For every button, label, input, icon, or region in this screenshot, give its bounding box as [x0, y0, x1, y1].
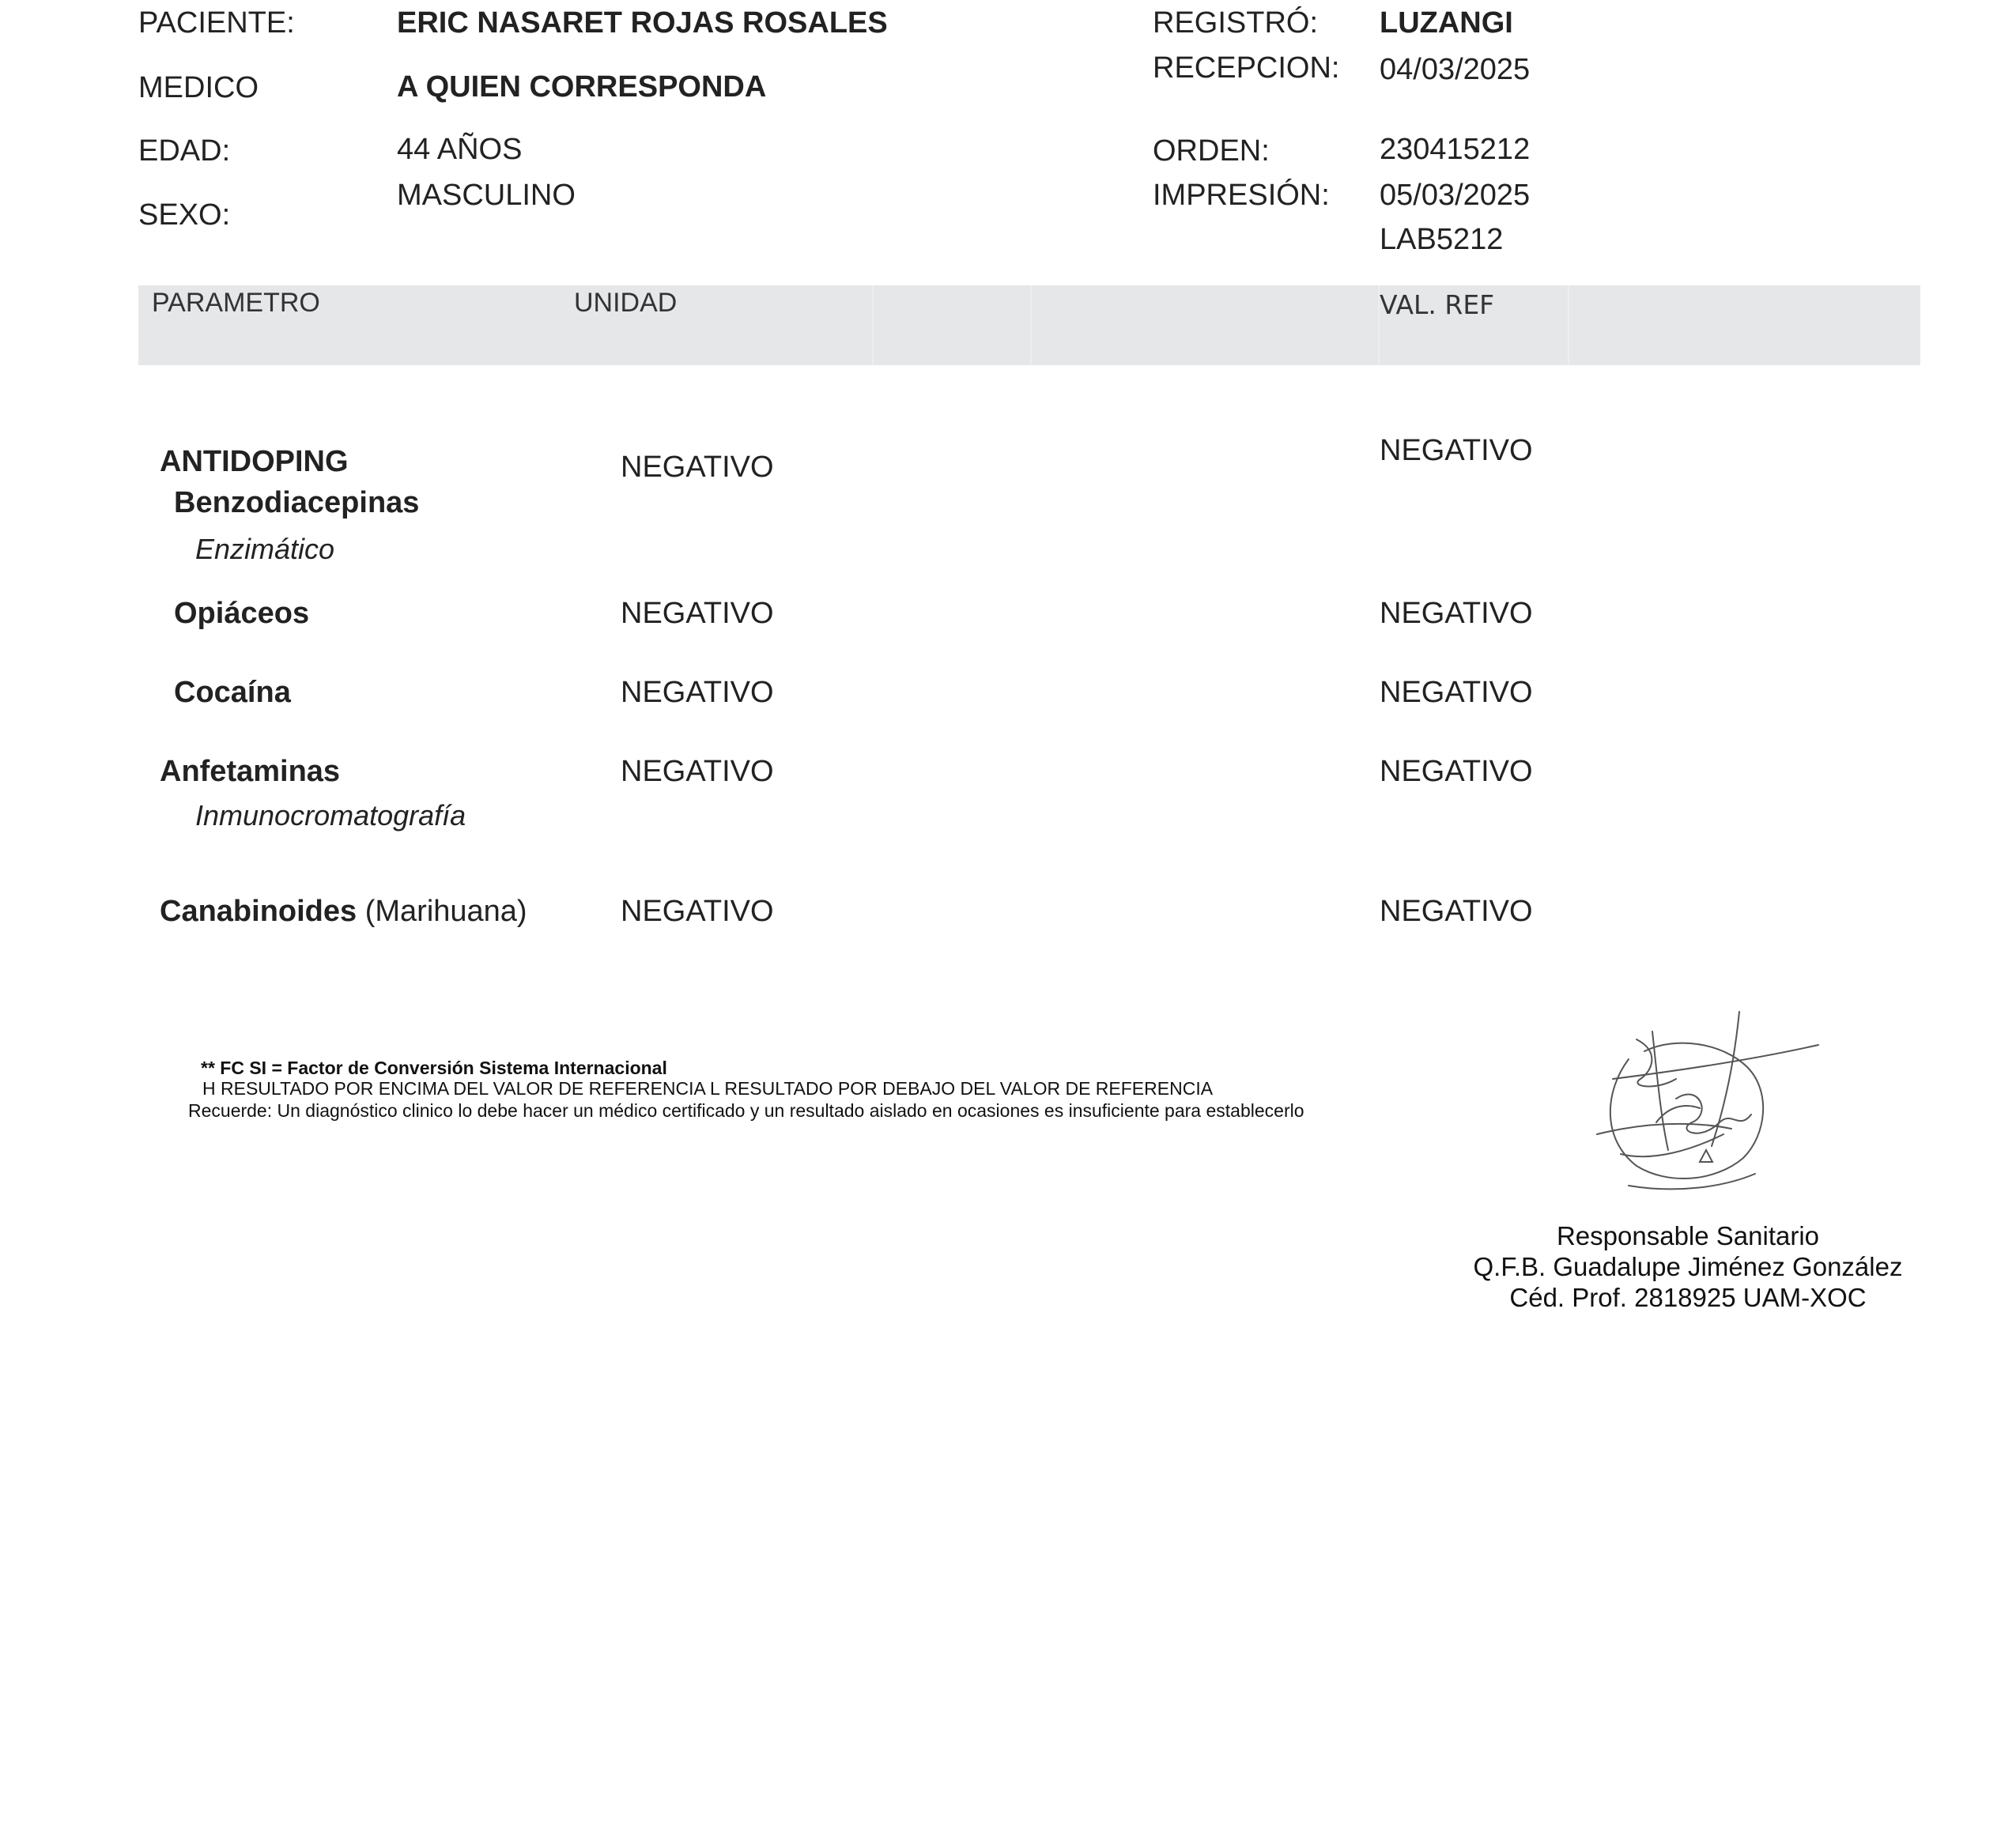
test-result: NEGATIVO — [621, 755, 774, 788]
column-divider — [1030, 285, 1032, 365]
patient-label: PACIENTE: — [138, 6, 295, 40]
age-label: EDAD: — [138, 134, 231, 168]
signature-license: Céd. Prof. 2818925 UAM-XOC — [1509, 1283, 1867, 1312]
age-value: 44 AÑOS — [397, 133, 523, 166]
sex-value: MASCULINO — [397, 179, 576, 212]
test-result: NEGATIVO — [621, 451, 774, 484]
test-name-suffix: (Marihuana) — [364, 895, 527, 928]
signature-name: Q.F.B. Guadalupe Jiménez González — [1473, 1252, 1903, 1281]
lab-code: LAB5212 — [1380, 223, 1504, 256]
order-number: 230415212 — [1380, 133, 1531, 166]
patient-name: ERIC NASARET ROJAS ROSALES — [397, 6, 888, 40]
test-reference: NEGATIVO — [1380, 895, 1533, 928]
test-method: Inmunocromatografía — [195, 799, 466, 832]
doctor-label: MEDICO — [138, 71, 259, 104]
test-reference: NEGATIVO — [1380, 597, 1533, 630]
test-result: NEGATIVO — [621, 895, 774, 928]
handwritten-signature — [1581, 1004, 1834, 1201]
column-divider — [1568, 285, 1569, 365]
test-group-name: ANTIDOPING — [160, 445, 349, 478]
test-result: NEGATIVO — [621, 676, 774, 709]
print-label: IMPRESIÓN: — [1153, 179, 1330, 212]
test-name-wrapper — [160, 893, 527, 930]
footnote-disclaimer: Recuerde: Un diagnóstico clinico lo debe hacer un médico certificado y un resultado aislado en ocasiones es insuficiente para establecerlo — [188, 1100, 1304, 1121]
test-reference: NEGATIVO — [1380, 755, 1533, 788]
test-reference: NEGATIVO — [1380, 434, 1533, 467]
order-label: ORDEN: — [1153, 134, 1270, 168]
footnote-conversion: ** FC SI = Factor de Conversión Sistema Internacional — [201, 1058, 667, 1078]
signature-title: Responsable Sanitario — [1556, 1221, 1820, 1250]
sex-label: SEXO: — [138, 198, 231, 232]
registered-label: REGISTRÓ: — [1153, 6, 1319, 40]
column-header-parameter: PARAMETRO — [152, 288, 320, 318]
test-name: Anfetaminas — [160, 755, 341, 788]
test-method: Enzimático — [195, 533, 335, 565]
test-result: NEGATIVO — [621, 597, 774, 630]
test-name: Benzodiacepinas — [174, 486, 420, 519]
reception-label: RECEPCION: — [1153, 51, 1340, 85]
column-header-reference: VAL. REF — [1380, 289, 1495, 320]
print-date: 05/03/2025 — [1380, 179, 1531, 212]
reception-date: 04/03/2025 — [1380, 53, 1531, 86]
footnote-flags: H RESULTADO POR ENCIMA DEL VALOR DE REFERENCIA L RESULTADO POR DEBAJO DEL VALOR DE REFERENCIA — [202, 1078, 1214, 1099]
test-name: Cocaína — [174, 676, 291, 709]
test-name: Canabinoides — [160, 895, 357, 928]
table-header — [138, 285, 1920, 365]
column-divider — [872, 285, 874, 365]
test-name: Opiáceos — [174, 597, 310, 630]
doctor-name: A QUIEN CORRESPONDA — [397, 70, 767, 104]
test-reference: NEGATIVO — [1380, 676, 1533, 709]
column-header-unit: UNIDAD — [574, 288, 678, 318]
registered-value: LUZANGI — [1380, 6, 1513, 40]
